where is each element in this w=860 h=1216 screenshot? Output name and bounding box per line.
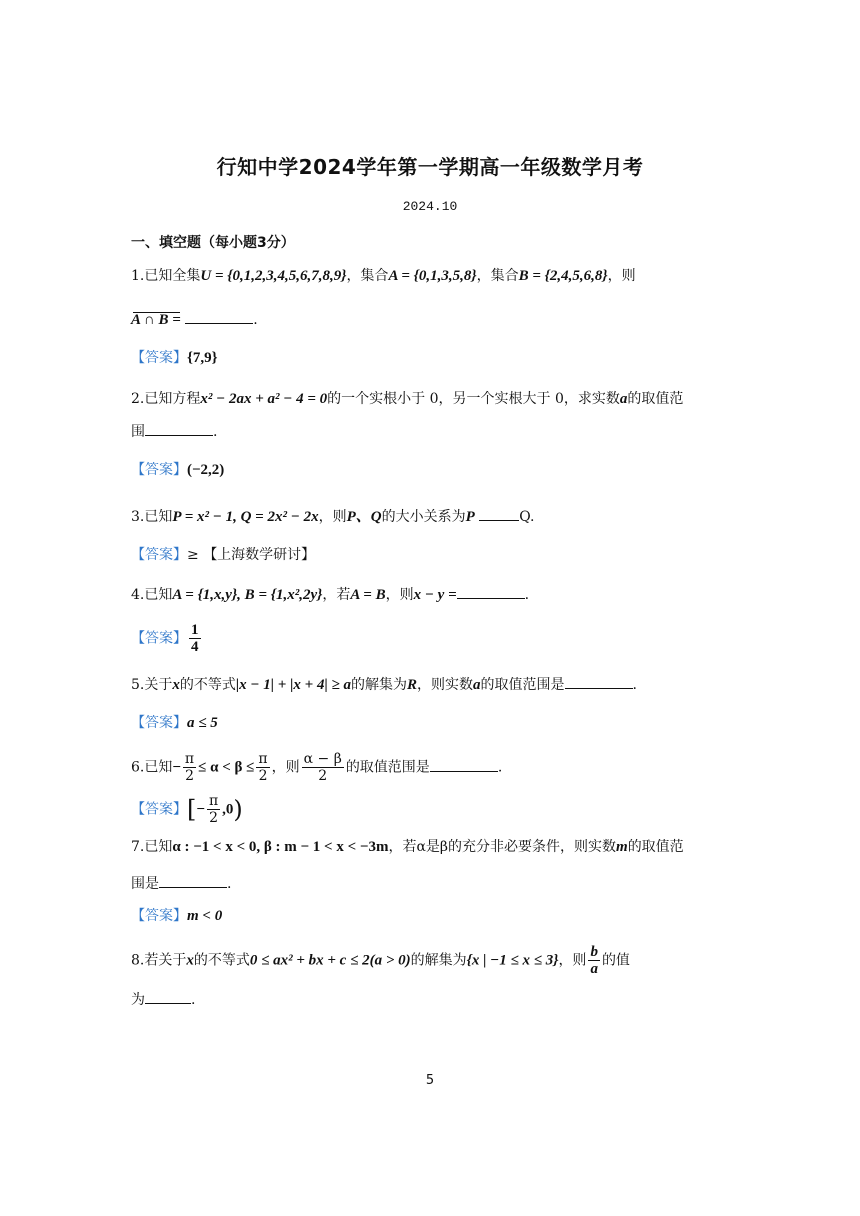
q2-var: a — [619, 391, 628, 407]
q1-set-a: A = {0,1,3,5,8} — [388, 268, 477, 284]
q2-answer: (−2,2) — [187, 462, 225, 478]
q4-answer-blank — [457, 584, 525, 599]
answer-label: 【答案】 — [131, 350, 187, 366]
q2-prefix: 2.已知方程 — [131, 391, 201, 407]
q8-var-x: x — [186, 952, 194, 969]
q3-answer-blank — [479, 506, 519, 521]
q7-answer-blank — [159, 873, 227, 888]
question-8-line2 — [131, 989, 195, 1010]
q4-answer-fraction — [189, 622, 201, 655]
answer-label: 【答案】 — [131, 462, 187, 478]
q5-set-r: R — [407, 677, 418, 693]
question-1 — [131, 266, 636, 286]
q8-fraction — [588, 944, 600, 977]
q7-beta: β — [439, 839, 449, 855]
q6-pi: π — [184, 751, 195, 767]
q7-answer: m < 0 — [187, 908, 223, 924]
q2-tail: 的取值范 — [627, 391, 684, 407]
q1-set-u: U = {0,1,2,3,4,5,6,7,8,9} — [200, 268, 347, 284]
q8-answer-blank — [145, 989, 191, 1004]
q3-vars: P、Q — [346, 509, 382, 525]
q6-frac-den: 2 — [318, 768, 328, 784]
q4-cond: A = B — [350, 587, 386, 603]
q3-prefix: 3.已知 — [131, 509, 173, 525]
q5-ineq: |x − 1| + |x + 4| ≥ a — [235, 677, 351, 693]
q7-text2: 是 — [425, 839, 440, 855]
page-number: 5 — [425, 1073, 435, 1088]
q8-frac-num: b — [590, 944, 598, 960]
q7-var-m: m — [616, 839, 628, 855]
q2-line2-tail: . — [213, 424, 218, 440]
q3-answer-note: 【上海数学研讨】 — [203, 547, 316, 563]
q4-ask: x − y = — [413, 587, 457, 603]
q2-equation: x² − 2ax + a² − 4 = 0 — [200, 391, 328, 407]
exam-date: 2024.10 — [402, 199, 458, 214]
q5-text3: ，则实数 — [417, 677, 474, 693]
question-4 — [131, 584, 529, 605]
q1-mid1: ，集合 — [346, 268, 389, 284]
q6-tail: 的取值范围是 — [345, 759, 430, 776]
answer-label: 【答案】 — [131, 715, 187, 731]
answer-label: 【答案】 — [131, 547, 187, 563]
q6-neg: − — [172, 759, 181, 776]
q5-prefix: 5.关于 — [131, 677, 173, 693]
q3-text2: 的大小关系为 — [381, 509, 466, 525]
q1-mid2: ，集合 — [476, 268, 519, 284]
q8-text2: 的解集为 — [410, 952, 467, 969]
q4-expr: A = {1,x,y}, B = {1,x²,2y} — [172, 587, 323, 603]
q1-set-b: B = {2,4,5,6,8} — [518, 268, 608, 284]
q5-answer-blank — [565, 674, 633, 689]
answer-5 — [131, 713, 218, 733]
q5-text1: 的不等式 — [179, 677, 236, 693]
q6-expr-fraction — [302, 751, 344, 784]
q7-cond: α : −1 < x < 0, β : m − 1 < x < −3m — [172, 839, 389, 855]
q5-answer: a ≤ 5 — [187, 715, 218, 731]
q7-text3: 的充分非必要条件，则实数 — [448, 839, 617, 855]
q4-tail: . — [524, 587, 530, 603]
q6-answer-right: ) — [233, 795, 243, 824]
answer-6 — [131, 793, 243, 826]
q5-var-x: x — [172, 677, 180, 693]
q2-line2: 围 — [131, 424, 145, 440]
answer-4 — [131, 622, 203, 655]
q7-text1: ，若 — [388, 839, 417, 855]
q6-pi-fraction-left — [183, 751, 196, 784]
q5-text2: 的解集为 — [351, 677, 407, 693]
answer-3 — [131, 545, 315, 565]
question-8 — [131, 944, 630, 977]
q6-answer-left: [ — [187, 795, 197, 824]
q6-end: . — [497, 759, 503, 776]
question-2-line2 — [131, 421, 217, 442]
q5-tail: 的取值范围是 — [480, 677, 565, 693]
q1-line2-tail: . — [253, 312, 258, 328]
q4-answer-den: 4 — [191, 639, 199, 655]
q5-var-a: a — [473, 677, 481, 693]
q7-line2-tail: . — [227, 876, 232, 892]
answer-label: 【答案】 — [131, 630, 187, 647]
q6-pi-fraction-right — [256, 751, 269, 784]
q8-frac-den: a — [590, 961, 598, 977]
q2-answer-blank — [145, 421, 213, 436]
answer-2 — [131, 460, 224, 480]
answer-label: 【答案】 — [131, 801, 187, 818]
q6-frac-num: α − β — [303, 751, 342, 767]
q3-var-p: P — [465, 509, 475, 525]
question-7-line2 — [131, 873, 231, 894]
q8-line2: 为 — [131, 992, 145, 1008]
question-6 — [131, 751, 502, 784]
q8-tail: 的值 — [601, 952, 630, 969]
q7-prefix: 7.已知 — [131, 839, 173, 855]
question-5 — [131, 674, 637, 695]
q6-two: 2 — [258, 768, 268, 784]
question-7 — [131, 837, 684, 857]
page-title: 行知中学2024学年第一学期高一年级数学月考 — [216, 155, 644, 179]
q1-complement-expr: A ∩ B = — [131, 312, 181, 328]
q4-text1: ，若 — [322, 587, 351, 603]
q4-text2: ，则 — [385, 587, 414, 603]
q6-pi: π — [258, 751, 268, 767]
q6-answer-blank — [430, 757, 498, 772]
q6-two: 2 — [185, 768, 194, 784]
q8-text3: ，则 — [558, 952, 587, 969]
section-heading: 一、填空题（每小题3分） — [131, 235, 295, 251]
q1-tail: ，则 — [607, 268, 636, 284]
q2-text: 的一个实根小于 0，另一个实根大于 0，求实数 — [327, 391, 620, 407]
q3-answer: ≥ — [187, 547, 199, 563]
q8-line2-tail: . — [191, 992, 196, 1008]
q3-expr: P = x² − 1, Q = 2x² − 2x — [172, 509, 319, 525]
q6-answer-neg: − — [196, 801, 205, 818]
q8-prefix: 8.若关于 — [131, 952, 187, 969]
question-1-line2 — [131, 309, 258, 330]
q7-tail: 的取值范 — [627, 839, 684, 855]
q6-answer-pi: π — [208, 793, 219, 809]
q8-text1: 的不等式 — [193, 952, 250, 969]
answer-1 — [131, 348, 218, 368]
question-2 — [131, 389, 683, 409]
q8-set: {x | −1 ≤ x ≤ 3} — [466, 952, 559, 969]
q1-answer-blank — [185, 309, 253, 324]
question-3 — [131, 506, 534, 527]
q1-answer: {7,9} — [187, 350, 218, 366]
q8-ineq: 0 ≤ ax² + bx + c ≤ 2(a > 0) — [249, 952, 411, 969]
q1-prefix: 1.已知全集 — [131, 268, 201, 284]
q6-prefix: 6.已知 — [131, 759, 173, 776]
q7-alpha: α — [416, 839, 426, 855]
answer-7 — [131, 906, 222, 926]
q6-answer-rest: ,0 — [222, 801, 234, 818]
q3-text1: ，则 — [318, 509, 347, 525]
q6-cond-mid: ≤ α < β ≤ — [198, 759, 255, 776]
q6-answer-fraction — [207, 793, 220, 826]
q6-text1: ，则 — [271, 759, 300, 776]
q7-line2: 围是 — [131, 876, 159, 892]
q6-answer-two: 2 — [209, 810, 218, 826]
q5-end: . — [632, 677, 637, 693]
q4-prefix: 4.已知 — [131, 587, 173, 603]
answer-label: 【答案】 — [131, 908, 187, 924]
q3-tail: Q. — [519, 509, 535, 525]
q4-answer-num: 1 — [191, 622, 199, 638]
